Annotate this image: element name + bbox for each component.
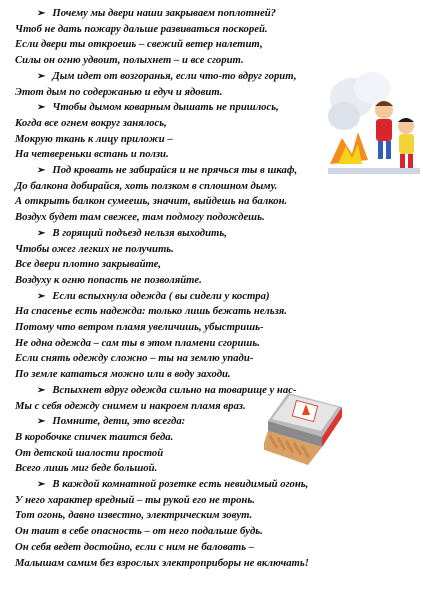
- poem-line-text: Он таит в себе опасность – от него подальше будь.: [15, 525, 263, 538]
- poem-line-text: Под кровать не забирайся и не прячься ты в шкаф,: [52, 164, 298, 176]
- poem-line-text: Чтоб не дать пожару дальше развиваться поскорей.: [15, 22, 268, 35]
- poem-line: [15, 541, 254, 553]
- poem-line-text: От детской шалости простой: [15, 446, 164, 459]
- poem-line-bulleted: [37, 384, 297, 396]
- poem-line-text: До балкона добирайся, хоть ползком в сплошном дыму.: [15, 179, 278, 192]
- bullet-arrow-icon: ➢: [37, 8, 46, 19]
- poem-line: [15, 337, 260, 349]
- poem-line-text: Дым идет от возгоранья, если что-то вдруг горит,: [52, 69, 297, 82]
- poem-line-bulleted: [37, 478, 308, 490]
- poem-line-text: Если двери ты откроешь – свежий ветер налетит,: [15, 38, 263, 51]
- bullet-arrow-icon: ➢: [37, 479, 46, 490]
- poem-line-text: В коробочке спичек таится беда.: [15, 430, 174, 443]
- poem-line-bulleted: [37, 7, 276, 19]
- poem-line: [15, 462, 157, 474]
- poem-line-text: Помните, дети, это всегда:: [52, 415, 186, 428]
- poem-line: [15, 400, 246, 412]
- children-fire-illustration: [322, 68, 422, 176]
- poem-line-text: Вспыхнет вдруг одежда сильно на товарище у нас-: [52, 383, 297, 396]
- bullet-arrow-icon: ➢: [37, 227, 46, 239]
- poem-line: [15, 447, 163, 459]
- poem-line-text: А открыть балкон сумеешь, значит, выйдешь на балкон.: [15, 195, 288, 208]
- poem-line-text: Если снять одежду сложно – ты на землю упади-: [15, 352, 254, 365]
- bullet-arrow-icon: ➢: [37, 102, 46, 114]
- poem-line: [15, 431, 173, 443]
- poem-line-bulleted: [37, 164, 297, 176]
- bullet-arrow-icon: ➢: [37, 290, 46, 302]
- bullet-arrow-icon: ➢: [37, 165, 46, 176]
- poem-line-bulleted: [37, 101, 279, 113]
- poem-line: [15, 321, 264, 333]
- poem-line: [15, 117, 167, 129]
- poem-line: [15, 133, 173, 145]
- poem-line-bulleted: [37, 415, 185, 427]
- poem-line-text: Воздуху к огню попасть не позволяйте.: [15, 273, 202, 286]
- poem-line-text: Силы он огню удвоит, полыхнет – и все сгорит.: [15, 54, 244, 67]
- poem-line: [15, 258, 161, 270]
- poem-line: [15, 86, 222, 98]
- poem-line-bulleted: [37, 227, 227, 239]
- poem-line: [15, 305, 287, 317]
- poem-line-text: Мокрую ткань к лицу приложи –: [15, 132, 173, 145]
- poem-line-text: Он себя ведет достойно, если с ним не баловать –: [15, 540, 255, 553]
- poem-line-text: Чтобы дымом коварным дышать не пришлось,: [52, 101, 279, 114]
- poem-line-text: Тот огонь, давно известно, электрическим зовут.: [15, 509, 253, 522]
- poem-line: [15, 557, 309, 569]
- poem-line-text: Почему мы двери наши закрываем поплотней?: [52, 7, 276, 19]
- poem-line: [15, 368, 231, 380]
- poem-line-text: Малышам самим без взрослых электроприборы не включать!: [15, 556, 309, 569]
- poem-line-text: Мы с себя одежду снимем и накроем пламя враз.: [15, 399, 246, 412]
- poem-line-text: Если вспыхнула одежда ( вы сидели у костра): [52, 289, 270, 302]
- poem-line: [15, 509, 252, 521]
- poem-line: [15, 180, 277, 192]
- matchbox-illustration: [264, 389, 344, 467]
- poem-line-text: Потому что ветром пламя увеличишь, убыстришь-: [15, 321, 264, 333]
- poem-line-text: По земле кататься можно или в воду заходи.: [15, 368, 231, 381]
- poem-line-text: Чтобы ожег легких не получить.: [15, 242, 174, 255]
- poem-line: [15, 211, 265, 223]
- poem-line: [15, 148, 169, 160]
- poem-line-bulleted: [37, 290, 270, 302]
- bullet-arrow-icon: ➢: [37, 70, 46, 82]
- poem-line-text: Этот дым по содержанью и едуч и ядовит.: [15, 85, 223, 98]
- bullet-arrow-icon: ➢: [37, 384, 46, 396]
- poem-line: [15, 54, 244, 66]
- poem-line-bulleted: [37, 70, 297, 82]
- poem-line: [15, 525, 263, 537]
- poem-line-text: Воздух будет там свежее, там подмогу подождешь.: [15, 211, 265, 224]
- poem-line: [15, 38, 263, 50]
- poem-line-text: Все двери плотно закрывайте,: [15, 258, 162, 271]
- poem-line-text: На четвереньки встань и ползи.: [15, 148, 169, 161]
- poem-line: [15, 23, 268, 35]
- poem-line: [15, 274, 202, 286]
- poem-line: [15, 494, 255, 506]
- poem-line-text: Всего лишь миг беде большой.: [15, 462, 158, 475]
- poem-line: [15, 352, 253, 364]
- poem-line-text: В горящий подъезд нельзя выходить,: [52, 226, 227, 239]
- poem-line-text: Когда все огнем вокруг занялось,: [15, 116, 167, 129]
- poem-line-text: У него характер вредный – ты рукой его не тронь.: [15, 493, 255, 506]
- poem-line-text: На спасенье есть надежда: только лишь бежать нельзя.: [15, 305, 287, 318]
- poem-line: [15, 243, 174, 255]
- bullet-arrow-icon: ➢: [37, 416, 46, 428]
- poem-line: [15, 195, 287, 207]
- poem-line-text: Не одна одежда – сам ты в этом пламени сгоришь.: [15, 336, 260, 349]
- poem-line-text: В каждой комнатной розетке есть невидимый огонь,: [52, 478, 309, 490]
